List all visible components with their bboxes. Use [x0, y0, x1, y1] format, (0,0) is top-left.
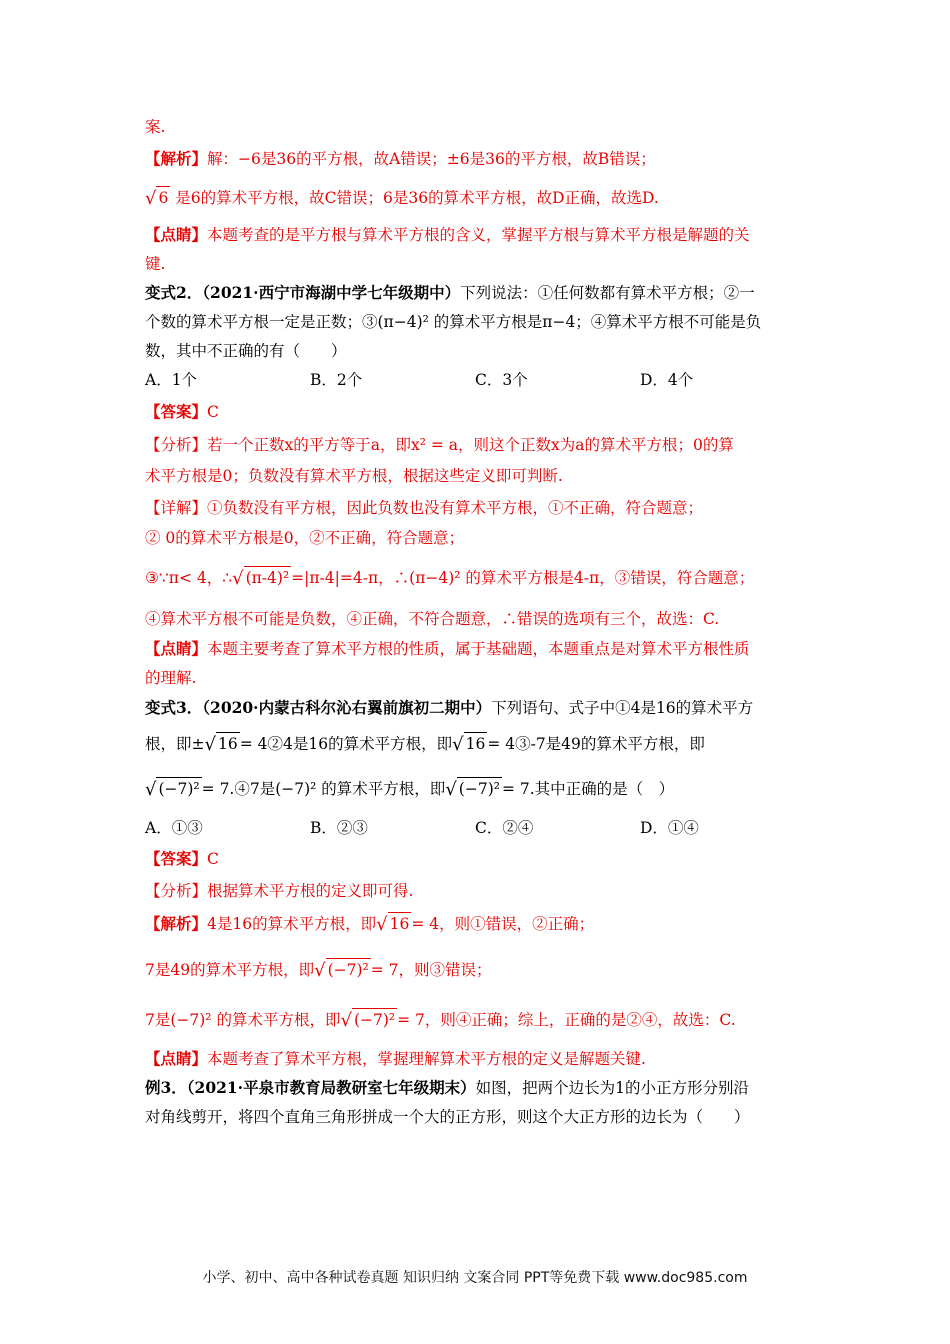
variant-3-options: [145, 817, 810, 839]
option-c: C．②④: [475, 819, 534, 837]
answer-continuation: 案.: [145, 118, 166, 136]
variant-2-answer: 【答案】C: [145, 402, 219, 421]
variant-2-note: 【点睛】本题主要考查了算术平方根的性质，属于基础题，本题重点是对算术平方根性质: [145, 639, 750, 658]
option-d: D．4个: [640, 371, 694, 389]
variant-2-question-line-3: 数，其中不正确的有（ ）: [145, 342, 347, 360]
variant-3-analysis: 【分析】根据算术平方根的定义即可得.: [145, 882, 414, 900]
variant-2-detail-4: ④算术平方根不可能是负数，④正确，不符合题意，∴错误的选项有三个，故选：C.: [145, 610, 720, 628]
variant-3-solution: 【解析】4是16的算术平方根，即√ 16 = 4，则①错误，②正确；: [145, 914, 595, 935]
variant-2-options: [145, 369, 810, 391]
variant-3-question-2: 根，即±√ 16 = 4②4是16的算术平方根，即√ 16 = 4③-7是49的算术平方根，即: [145, 734, 705, 755]
variant-2-detail-3: ③∵π< 4，∴√ (π-4)² =|π-4|=4-π，∴(π−4)² 的算术平方根是4-π，③错误，符合题意；: [145, 568, 755, 589]
page-footer: 小学、初中、高中各种试卷真题 知识归纳 文案合同 PPT等免费下载 www.doc985.com: [202, 1270, 748, 1286]
analysis-line-1: 【解析】解：−6是36的平方根，故A错误；±6是36的平方根，故B错误；: [145, 149, 656, 168]
variant-2-analysis: 【分析】若一个正数x的平方等于a，即x² = a，则这个正数x为a的算术平方根；0的算: [145, 436, 734, 454]
option-c: C．3个: [475, 371, 528, 389]
option-a: A．①③: [145, 819, 203, 837]
variant-2-question-line-2: 个数的算术平方根一定是正数；③(π−4)² 的算术平方根是π−4；④算术平方根不可能是负: [145, 313, 762, 331]
variant-3-solution-3: 7是(−7)² 的算术平方根，即√ (−7)² = 7，则④正确；综上，正确的是②④，故选：C.: [145, 1010, 736, 1031]
variant-3-question-3: √ (−7)² = 7.④7是(−7)² 的算术平方根，即√ (−7)² = 7.其中正确的是（ ）: [145, 779, 675, 800]
variant-2-detail: 【详解】①负数没有平方根，因此负数也没有算术平方根，①不正确，符合题意；: [145, 499, 704, 517]
example-3-question-2: 对角线剪开，将四个直角三角形拼成一个大的正方形，则这个大正方形的边长为（ ）: [145, 1108, 750, 1126]
variant-3-solution-2: 7是49的算术平方根，即√ (−7)² = 7，则③错误；: [145, 960, 492, 981]
variant-2-note-2: 的理解.: [145, 669, 197, 687]
variant-2-analysis-2: 术平方根是0；负数没有算术平方根，根据这些定义即可判断.: [145, 467, 563, 485]
option-a: A．1个: [145, 371, 198, 389]
variant-2-question: 变式2．（2021·西宁市海湖中学七年级期中）下列说法：①任何数都有算术平方根；②一: [145, 283, 755, 302]
example-3-question: 例3．（2021·平泉市教育局教研室七年级期末）如图，把两个边长为1的小正方形分别沿: [145, 1078, 749, 1097]
option-b: B．②③: [310, 819, 368, 837]
variant-3-answer: 【答案】C: [145, 849, 219, 868]
analysis-line-2: √ 6 是6的算术平方根，故C错误；6是36的算术平方根，故D正确，故选D.: [145, 188, 659, 209]
option-b: B．2个: [310, 371, 363, 389]
variant-3-note: 【点睛】本题考查了算术平方根，掌握理解算术平方根的定义是解题关键.: [145, 1049, 646, 1068]
option-d: D．①④: [640, 819, 699, 837]
variant-3-question: 变式3．（2020·内蒙古科尔沁右翼前旗初二期中）下列语句、式子中①4是16的算术平方: [145, 698, 754, 717]
note-line-2: 键.: [145, 255, 166, 273]
note-line-1: 【点睛】本题考查的是平方根与算术平方根的含义，掌握平方根与算术平方根是解题的关: [145, 225, 750, 244]
variant-2-detail-2: ② 0的算术平方根是0，②不正确，符合题意；: [145, 529, 465, 547]
